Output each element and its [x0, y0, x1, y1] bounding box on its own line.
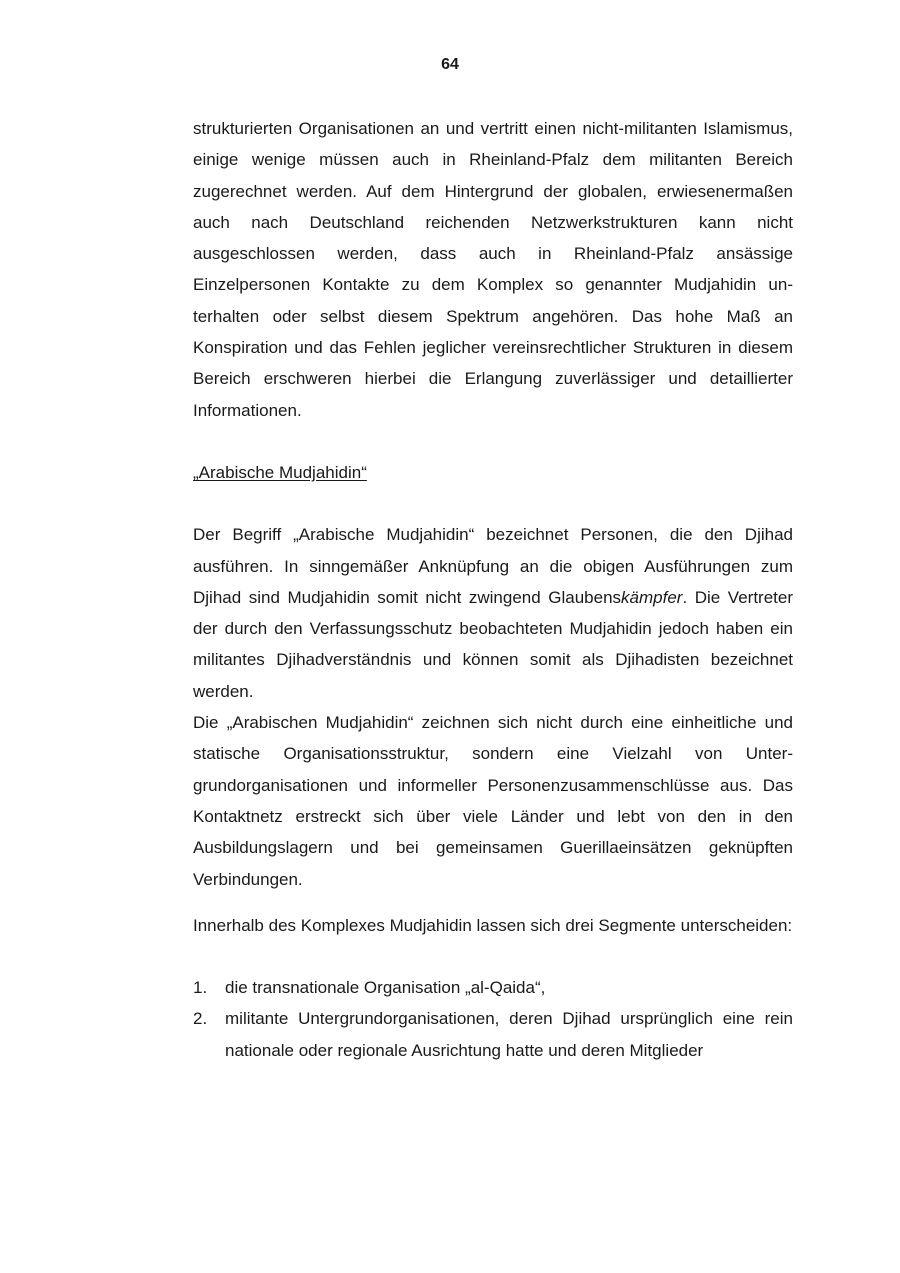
list-item-number: 2. — [193, 1009, 208, 1029]
list-item-text: die transnationale Organisation „al-Qaida“, — [225, 978, 546, 998]
list-item-text: militante Untergrundorganisationen, deren Djihad ursprünglich eine rein nationale oder regionale Ausrichtung hatte und deren Mitglieder — [225, 1009, 793, 1060]
section-heading: „Arabische Mudjahidin“ — [193, 462, 367, 482]
definition-text-end: . Die Vertreter der durch den Verfassungsschutz beobachteten Mudjahidin jedoch haben ein militantes Djihadverständnis und können somit als Djihadisten bezeichnet werden. — [193, 587, 793, 701]
definition-italic-word: kämpfer — [621, 587, 683, 607]
page-content — [193, 113, 793, 1066]
structure-paragraph: Die „Arabischen Mudjahidin“ zeichnen sich nicht durch eine einheitliche und statische Organisationsstruktur, sondern eine Vielzahl von Untergrundorganisationen und informeller Personenzusammenschlüsse aus. Das Kontaktnetz erstreckt sich über viele Länder und lebt von den in den Ausbildungslagern und bei gemeinsamen Guerillaeinsätzen geknüpften Verbindungen. — [193, 713, 793, 889]
spacer — [193, 426, 793, 457]
page-number: 64 — [441, 56, 459, 73]
spacer — [193, 488, 793, 519]
list-item-number: 1. — [193, 978, 208, 998]
intro-paragraph: strukturierten Organisationen an und vertritt einen nicht-militanten Islamismus, einige wenige müssen auch in Rheinland-Pfalz dem militanten Bereich zugerechnet werden. Auf dem Hintergrund der globalen, erwiesenermaßen auch nach Deutschland reichenden Netzwerkstrukturen kann nicht ausgeschlossen werden, dass auch in Rheinland-Pfalz ansässige Einzelpersonen Kontakte zu dem Komplex so genannter Mudjahidin unterhalten oder selbst diesem Spektrum angehören. Das hohe Maß an Konspiration und das Fehlen jeglicher vereinsrechtlicher Strukturen in diesem Bereich erschweren hierbei die Erlangung zuverlässiger und detaillierter Informationen. — [193, 119, 793, 420]
segments-list — [193, 972, 793, 1066]
spacer — [193, 895, 793, 910]
segments-intro-paragraph: Innerhalb des Komplexes Mudjahidin lassen sich drei Segmente unterscheiden: — [193, 915, 793, 935]
definition-text-start: Der Begriff „Arabische Mudjahidin“ bezeichnet Personen, die den Djihad ausführen. In sinngemäßer Anknüpfung an die obigen Ausführungen zum Djihad sind Mudjahidin somit nicht zwingend Glaubens — [193, 525, 793, 607]
definition-paragraph — [193, 519, 793, 707]
list-item — [193, 972, 793, 1003]
list-item — [193, 1003, 793, 1066]
spacer — [193, 941, 793, 972]
